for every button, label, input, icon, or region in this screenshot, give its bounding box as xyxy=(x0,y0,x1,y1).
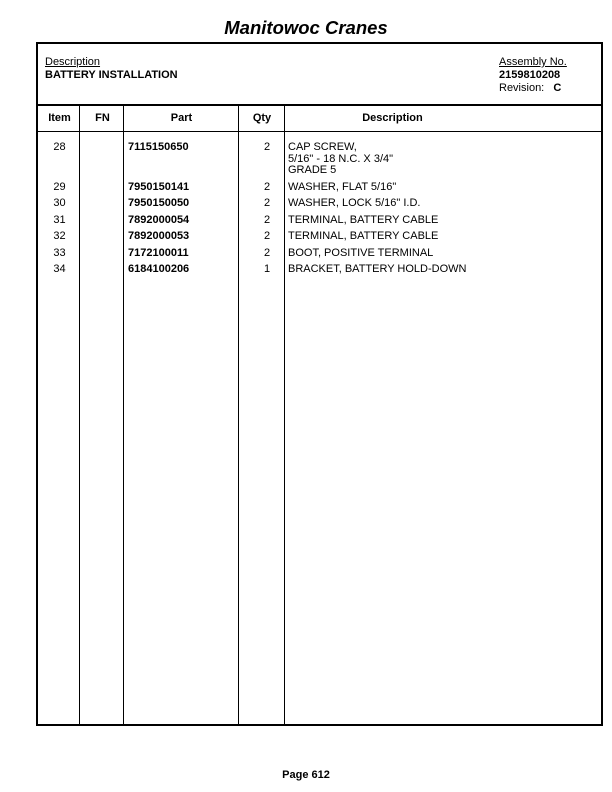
page-number: Page 612 xyxy=(282,769,330,781)
table-row xyxy=(38,264,601,276)
row-quantity: 2 xyxy=(263,180,271,193)
parts-list-frame xyxy=(36,42,603,726)
revision-line xyxy=(499,82,567,95)
column-header-fn: FN xyxy=(95,112,110,124)
row-part-number: 7172100011 xyxy=(128,246,189,259)
table-row xyxy=(38,215,601,227)
column-header-description: Description xyxy=(362,112,423,124)
row-quantity: 2 xyxy=(263,246,271,259)
assembly-label: Assembly No. xyxy=(499,56,567,68)
row-item-number: 28 xyxy=(53,141,66,153)
row-item-number: 30 xyxy=(53,197,66,209)
row-description: TERMINAL, BATTERY CABLE xyxy=(288,230,439,242)
table-row xyxy=(38,198,601,210)
table-row xyxy=(38,231,601,243)
row-description: CAP SCREW, 5/16" - 18 N.C. X 3/4" GRADE 5 xyxy=(288,141,394,176)
row-quantity: 1 xyxy=(263,263,271,275)
row-part-number: 7892000054 xyxy=(128,213,190,226)
column-header-qty: Qty xyxy=(252,112,272,124)
column-header-item: Item xyxy=(48,112,71,124)
assembly-header xyxy=(38,44,601,106)
description-label: Description xyxy=(45,56,101,68)
revision-value: C xyxy=(553,82,562,94)
table-row xyxy=(38,142,601,177)
revision-label: Revision: xyxy=(499,82,545,94)
document-brand-title: Manitowoc Cranes xyxy=(224,17,388,38)
row-item-number: 29 xyxy=(53,180,66,193)
row-part-number: 7950150141 xyxy=(128,180,190,193)
row-part-number: 7950150050 xyxy=(128,197,190,209)
column-header-part: Part xyxy=(170,112,193,124)
row-description: BOOT, POSITIVE TERMINAL xyxy=(288,246,434,259)
row-description: WASHER, FLAT 5/16" xyxy=(288,180,397,193)
row-description: BRACKET, BATTERY HOLD-DOWN xyxy=(288,263,467,275)
row-item-number: 32 xyxy=(53,230,66,242)
table-row xyxy=(38,182,601,194)
row-quantity: 2 xyxy=(263,213,271,226)
row-description: TERMINAL, BATTERY CABLE xyxy=(288,213,439,226)
row-part-number: 7892000053 xyxy=(128,230,190,242)
table-row xyxy=(38,248,601,260)
row-description: WASHER, LOCK 5/16" I.D. xyxy=(288,197,421,209)
description-value: BATTERY INSTALLATION xyxy=(45,69,178,81)
row-item-number: 31 xyxy=(53,213,66,226)
assembly-number-block xyxy=(499,56,567,95)
assembly-number: 2159810208 xyxy=(499,69,561,81)
row-part-number: 6184100206 xyxy=(128,263,190,275)
row-quantity: 2 xyxy=(263,230,271,242)
parts-table-body xyxy=(38,142,601,281)
assembly-description-block xyxy=(45,56,178,82)
row-quantity: 2 xyxy=(263,141,271,153)
row-quantity: 2 xyxy=(263,197,271,209)
row-item-number: 34 xyxy=(53,263,66,275)
row-part-number: 7115150650 xyxy=(128,141,189,153)
row-item-number: 33 xyxy=(53,246,66,259)
